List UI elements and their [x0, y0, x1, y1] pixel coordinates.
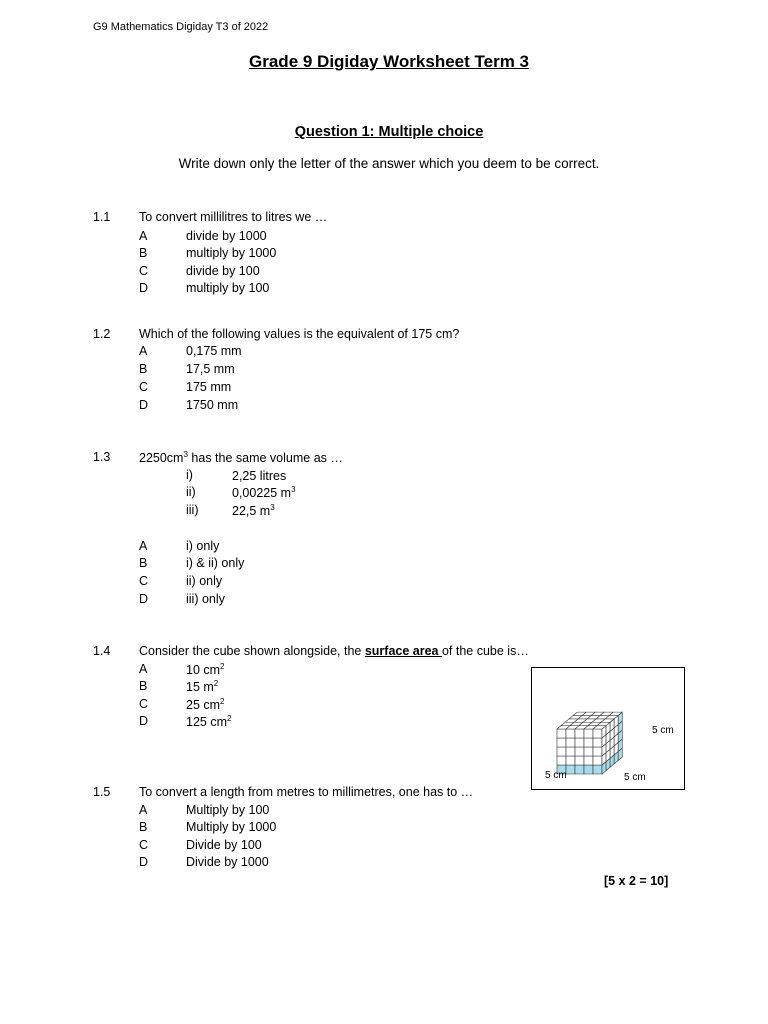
option-letter: D [139, 281, 149, 295]
question-number: 1.4 [93, 644, 111, 658]
option-value: 10 cm [186, 663, 221, 678]
option-letter: C [139, 264, 149, 278]
option-letter: D [139, 592, 149, 606]
cube-front-cell [557, 747, 566, 756]
option-letter: C [139, 574, 149, 588]
question-number: 1.5 [93, 785, 111, 799]
option-text: multiply by 1000 [186, 246, 277, 260]
option-text: 175 mm [186, 380, 232, 394]
cube-front-cell [575, 756, 584, 765]
cube-front-cell [575, 729, 584, 738]
cube-diagram [532, 668, 684, 789]
option-letter: B [139, 556, 148, 570]
cube-front-cell [557, 729, 566, 738]
page-title: Grade 9 Digiday Worksheet Term 3 [249, 52, 529, 71]
option-letter: A [139, 539, 148, 553]
statement-text [232, 485, 296, 500]
cube-front-cell [584, 765, 593, 774]
statement-value: 22,5 m [232, 504, 271, 519]
option-letter: A [139, 803, 148, 817]
cube-front-cell [584, 738, 593, 747]
question-text [139, 450, 343, 465]
cube-front-cell [566, 765, 575, 774]
option-letter: C [139, 697, 149, 711]
option-text: Divide by 1000 [186, 855, 269, 869]
superscript: 2 [227, 714, 232, 723]
statement-value: 2,25 litres [232, 469, 287, 484]
cube-front-cell [593, 729, 602, 738]
option-letter: A [139, 344, 148, 358]
question-text: To convert a length from metres to millimetres, one has to … [139, 785, 474, 799]
superscript: 3 [183, 450, 188, 459]
option-letter: B [139, 679, 148, 693]
option-letter: C [139, 838, 149, 852]
option-value: 125 cm [186, 715, 227, 730]
option-text [186, 662, 225, 677]
header-note: G9 Mathematics Digiday T3 of 2022 [93, 21, 269, 33]
cube-front-cell [593, 738, 602, 747]
cube-left-label: 5 cm [545, 770, 567, 781]
option-letter: A [139, 662, 148, 676]
option-text: Multiply by 100 [186, 803, 270, 817]
option-text: i) & ii) only [186, 556, 245, 570]
option-text: iii) only [186, 592, 225, 606]
option-text: i) only [186, 539, 220, 553]
section-title: Question 1: Multiple choice [294, 124, 484, 140]
option-letter: D [139, 855, 149, 869]
cube-front-cell [575, 765, 584, 774]
cube-figure [531, 667, 685, 790]
question-text-main: 2250cm [139, 451, 184, 466]
cube-front-cell [566, 729, 575, 738]
option-text [186, 679, 218, 694]
option-value: 25 cm [186, 698, 221, 713]
statement-numeral: i) [186, 468, 193, 482]
option-text: divide by 1000 [186, 229, 267, 243]
cube-front-cell [584, 756, 593, 765]
cube-height-label: 5 cm [652, 725, 674, 736]
question-text-rest: has the same volume as … [187, 451, 343, 466]
statement-numeral: ii) [186, 485, 196, 499]
option-letter: D [139, 398, 149, 412]
cube-front-cell [566, 738, 575, 747]
statement-text [232, 468, 286, 483]
superscript: 3 [270, 503, 275, 512]
question-text [139, 644, 529, 658]
option-letter: D [139, 714, 149, 728]
cube-front-cell [557, 738, 566, 747]
option-text: 1750 mm [186, 398, 239, 412]
question-number: 1.3 [93, 450, 111, 464]
question-text: To convert millilitres to litres we … [139, 210, 328, 224]
option-letter: B [139, 820, 148, 834]
option-letter: C [139, 380, 149, 394]
option-text: multiply by 100 [186, 281, 270, 295]
cube-front-cell [593, 747, 602, 756]
statement-numeral: iii) [186, 503, 199, 517]
option-text: 0,175 mm [186, 344, 242, 358]
marks-total: [5 x 2 = 10] [604, 874, 669, 888]
option-letter: B [139, 246, 148, 260]
question-text: Which of the following values is the equivalent of 175 cm? [139, 327, 460, 341]
cube-front-cell [575, 747, 584, 756]
question-text-before: Consider the cube shown alongside, the [139, 644, 365, 658]
cube-front-cell [584, 747, 593, 756]
option-text: Divide by 100 [186, 838, 262, 852]
option-text [186, 714, 231, 729]
cube-right-label: 5 cm [624, 772, 646, 783]
option-text: divide by 100 [186, 264, 260, 278]
option-text: ii) only [186, 574, 223, 588]
option-text: Multiply by 1000 [186, 820, 277, 834]
option-letter: A [139, 229, 148, 243]
section-instruction: Write down only the letter of the answer which you deem to be correct. [178, 156, 600, 171]
cube-front-cell [566, 756, 575, 765]
question-number: 1.2 [93, 327, 111, 341]
cube-front-cell [566, 747, 575, 756]
option-text [186, 697, 225, 712]
superscript: 2 [213, 679, 219, 688]
superscript: 2 [220, 662, 225, 671]
superscript: 3 [291, 485, 296, 494]
option-letter: B [139, 362, 148, 376]
cube-front-cell [575, 738, 584, 747]
cube-front-cell [584, 729, 593, 738]
cube-front-cell [593, 765, 602, 774]
cube-front-cell [593, 756, 602, 765]
option-value: 15 m [186, 680, 214, 695]
statement-text [232, 503, 275, 518]
option-text: 17,5 mm [186, 362, 235, 376]
statement-value: 0,00225 m [232, 486, 292, 501]
question-number: 1.1 [93, 210, 111, 224]
cube-front-cell [557, 756, 566, 765]
superscript: 2 [220, 697, 225, 706]
question-text-emphasis: surface area [364, 644, 442, 658]
question-text-after: of the cube is… [441, 644, 529, 658]
